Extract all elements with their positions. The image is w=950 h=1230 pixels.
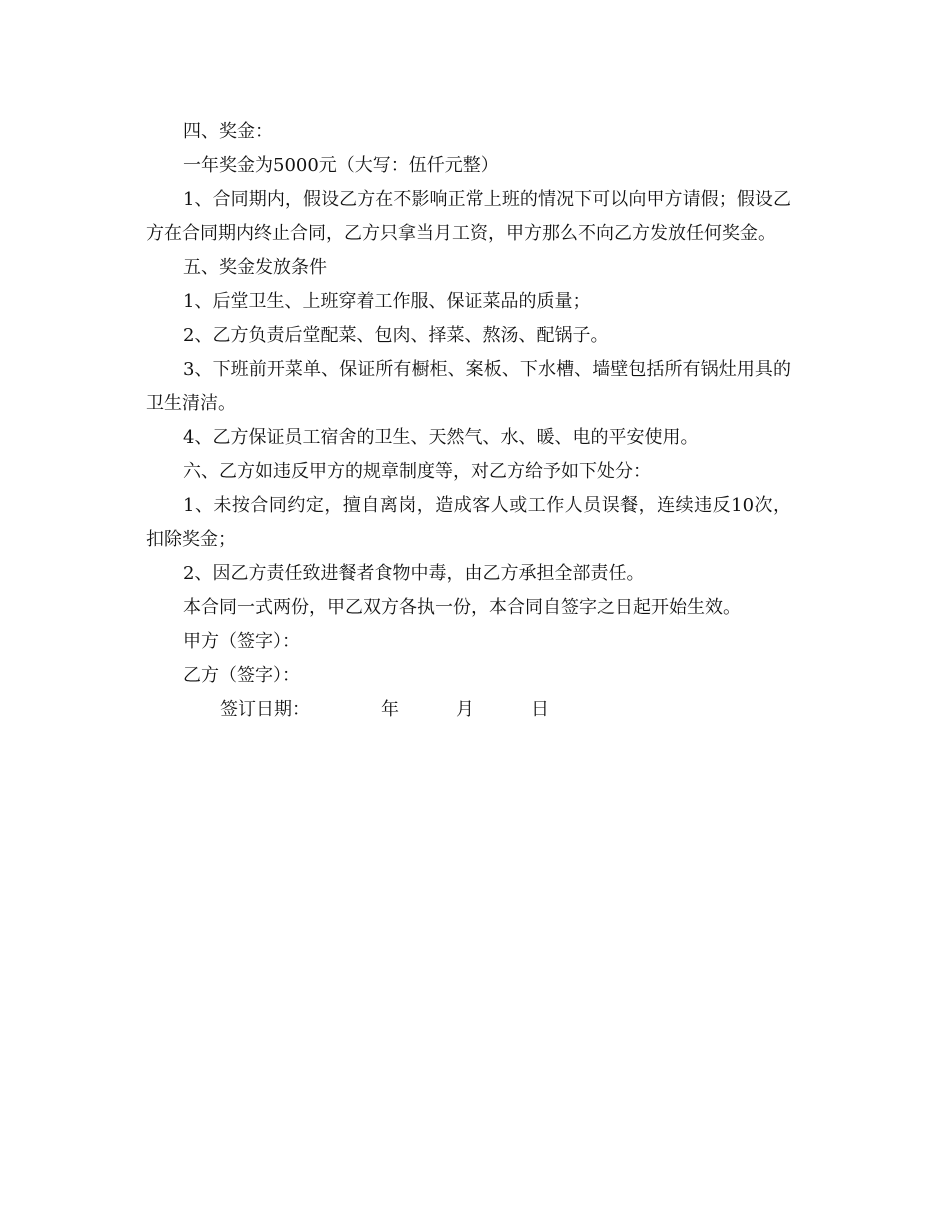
penalty-heading: 六、乙方如违反甲方的规章制度等，对乙方给予如下处分：: [183, 461, 651, 482]
annual-bonus-text: 一年奖金为5000元（大写：伍仟元整）: [183, 155, 499, 176]
condition-3: 3、下班前开菜单、保证所有橱柜、案板、下水槽、墙壁包括所有锅灶用具的卫生清洁。: [146, 359, 791, 414]
penalty-2: 2、因乙方责任致进餐者食物中毒，由乙方承担全部责任。: [183, 563, 645, 584]
signing-date-line: [146, 693, 791, 727]
party-a-signature-line: 甲方（签字）：: [183, 631, 300, 652]
condition-1: 1、后堂卫生、上班穿着工作服、保证菜品的质量；: [183, 291, 591, 312]
signing-date-year: 年: [381, 699, 399, 720]
penalty-1: 1、未按合同约定，擅自离岗，造成客人或工作人员误餐，连续违反10次，扣除奖金；: [146, 495, 791, 550]
contract-body: [146, 115, 791, 727]
bonus-heading: 四、奖金：: [183, 121, 273, 142]
condition-2: 2、乙方负责后堂配菜、包肉、择菜、熬汤、配锅子。: [183, 325, 609, 346]
party-b-signature-line: 乙方（签字）：: [183, 665, 300, 686]
bonus-conditions-heading: 五、奖金发放条件: [183, 257, 327, 278]
signing-date-day: 日: [531, 699, 549, 720]
signing-date-month: 月: [456, 699, 474, 720]
condition-4: 4、乙方保证员工宿舍的卫生、天然气、水、暖、电的平安使用。: [183, 427, 699, 448]
signing-date-label: 签订日期：: [220, 699, 310, 720]
bonus-clause-1: 1、合同期内，假设乙方在不影响正常上班的情况下可以向甲方请假；假设乙方在合同期内终止合同，乙方只拿当月工资，甲方那么不向乙方发放任何奖金。: [146, 189, 791, 244]
copies-clause: 本合同一式两份，甲乙双方各执一份，本合同自签字之日起开始生效。: [183, 597, 741, 618]
